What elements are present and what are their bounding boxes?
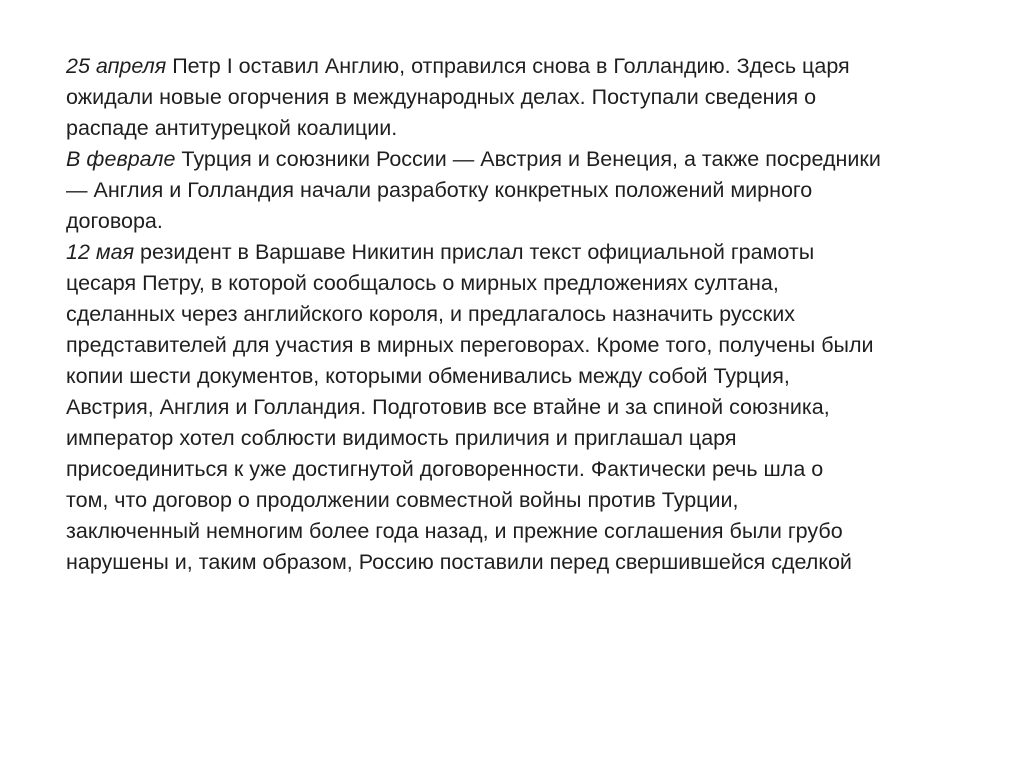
text-line: договора. bbox=[66, 209, 163, 233]
text-line: Австрия, Англия и Голландия. Подготовив все втайне и за спиной союзника, bbox=[66, 395, 830, 419]
text-line: резидент в Варшаве Никитин прислал текст официальной грамоты bbox=[134, 240, 815, 264]
paragraph-date: 25 апреля bbox=[66, 54, 167, 78]
text-line: Петр I оставил Англию, отправился снова в Голландию. Здесь царя bbox=[166, 54, 850, 78]
text-line: император хотел соблюсти видимость приличия и приглашал царя bbox=[66, 426, 737, 450]
paragraph-february bbox=[66, 144, 966, 237]
text-line: представителей для участия в мирных переговорах. Кроме того, получены были bbox=[66, 333, 874, 357]
text-line: сделанных через английского короля, и предлагалось назначить русских bbox=[66, 302, 796, 326]
text-line: распаде антитурецкой коалиции. bbox=[66, 116, 398, 140]
text-line: цесаря Петру, в которой сообщалось о мирных предложениях султана, bbox=[66, 271, 779, 295]
text-line: — Англия и Голландия начали разработку конкретных положений мирного bbox=[66, 178, 813, 202]
text-line: том, что договор о продолжении совместной войны против Турции, bbox=[66, 488, 739, 512]
text-line: копии шести документов, которыми обменивались между собой Турция, bbox=[66, 364, 790, 388]
paragraph-date: В феврале bbox=[66, 147, 176, 171]
text-line: Турция и союзники России — Австрия и Венеция, а также посредники bbox=[175, 147, 881, 171]
text-line: заключенный немногим более года назад, и прежние соглашения были грубо bbox=[66, 519, 843, 543]
slide-text-body bbox=[66, 51, 966, 578]
text-line: присоединиться к уже достигнутой договоренности. Фактически речь шла о bbox=[66, 457, 824, 481]
text-line: нарушены и, таким образом, Россию поставили перед свершившейся сделкой bbox=[66, 550, 852, 574]
text-line: ожидали новые огорчения в международных делах. Поступали сведения о bbox=[66, 85, 817, 109]
paragraph-date: 12 мая bbox=[66, 240, 135, 264]
paragraph-april-25 bbox=[66, 51, 966, 144]
paragraph-may-12 bbox=[66, 237, 966, 578]
